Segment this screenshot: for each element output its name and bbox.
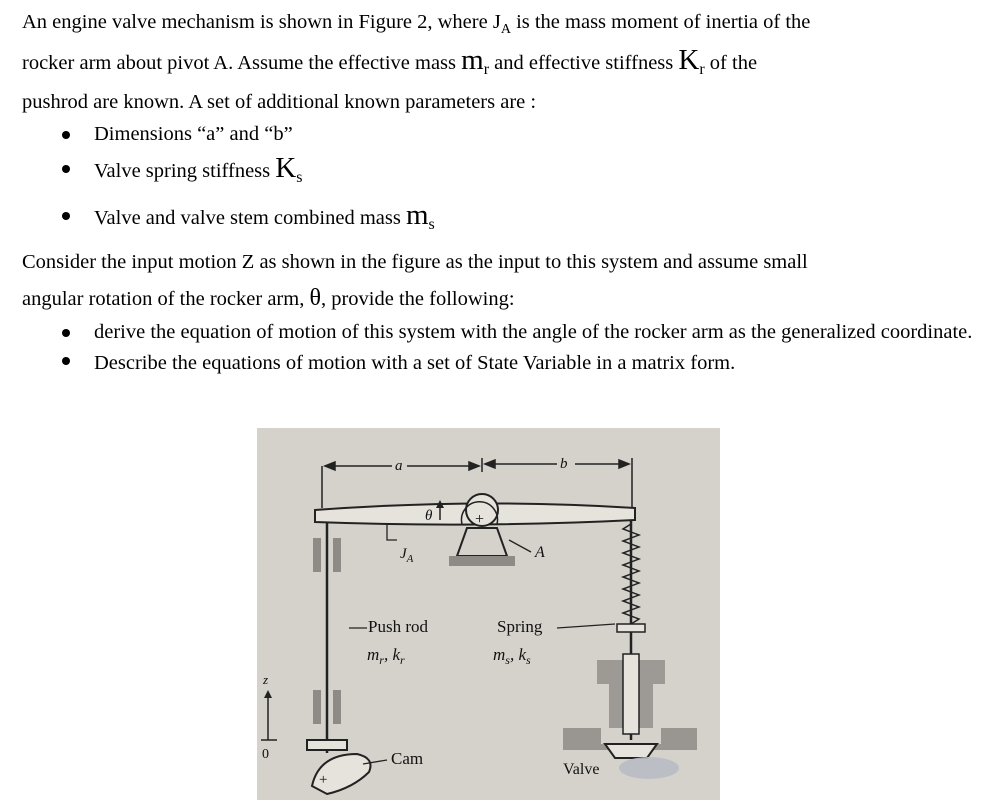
task-list: [22, 318, 982, 380]
parameter-dimensions: Dimensions “a” and “b”: [58, 117, 982, 151]
label-push-rod: Push rod: [368, 617, 428, 636]
valve-head: [605, 744, 657, 758]
task-derive-eom: derive the equation of motion of this system with the angle of the rocker arm as the generalized coordinate.: [58, 318, 982, 346]
problem-line-2: rocker arm about pivot A. Assume the effective mass $m_r$ and effective stiffness $K_r$ of the: [22, 44, 758, 79]
label-cam: Cam: [391, 749, 424, 768]
redaction-blob: [619, 757, 679, 779]
valve-mechanism-drawing: [257, 428, 720, 800]
label-z: z: [263, 672, 269, 687]
label-a: a: [395, 458, 403, 474]
rod-guide-upper-left: [313, 538, 321, 572]
label-plus-pivot: +: [475, 511, 485, 528]
label-b: b: [560, 456, 568, 472]
problem-document: [22, 6, 982, 380]
task-state-variables: Describe the equations of motion with a set of State Variable in a matrix form.: [58, 346, 982, 380]
label-pivot-a: A: [535, 544, 545, 561]
label-zero: 0: [262, 747, 269, 762]
valve-mechanism-figure: [257, 428, 720, 800]
rod-guide-lower-right: [333, 690, 341, 724]
problem-line-3: pushrod are known. A set of additional known parameters are :: [22, 91, 537, 114]
valve-guide: [623, 654, 639, 734]
rod-guide-upper-right: [333, 538, 341, 572]
label-spring-params: $m_s$, $k_s$: [493, 645, 531, 667]
label-theta: θ: [425, 508, 433, 524]
problem-line-5: angular rotation of the rocker arm, θ, provide the following:: [22, 285, 515, 312]
problem-line-4: Consider the input motion Z as shown in the figure as the input to this system and assume small: [22, 251, 808, 274]
parameter-spring-stiffness: Valve spring stiffness $K_s$: [58, 151, 982, 198]
parameter-list: [22, 117, 982, 245]
problem-line-1: An engine valve mechanism is shown in Figure 2, where $J_A$ is the mass moment of inertia of the: [22, 11, 811, 38]
label-spring: Spring: [497, 617, 543, 636]
label-valve: Valve: [563, 761, 600, 778]
rod-guide-lower-left: [313, 690, 321, 724]
parameter-valve-mass: Valve and valve stem combined mass $m_s$: [58, 198, 982, 245]
spring-retainer: [617, 624, 645, 632]
label-push-rod-params: $m_r$, $k_r$: [367, 645, 405, 667]
label-ja: $J_A$: [400, 546, 414, 565]
label-plus-cam: +: [319, 772, 328, 788]
pivot-ground: [449, 556, 515, 566]
cam-follower: [307, 740, 347, 750]
